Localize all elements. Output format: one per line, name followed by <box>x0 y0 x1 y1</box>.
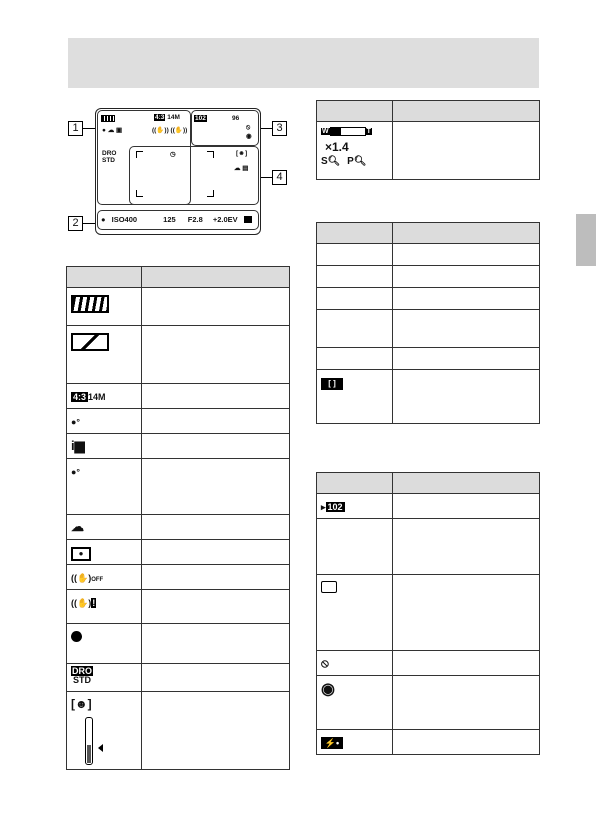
zoom-table-header-indication <box>393 101 540 122</box>
table-row <box>67 692 290 770</box>
left-icon-table <box>66 266 290 770</box>
chapter-side-tab <box>576 214 596 266</box>
s-zoom-magnifier-icon: 🔍︎ <box>327 156 341 167</box>
callout-4: 4 <box>272 170 287 185</box>
table-row <box>67 590 290 624</box>
metering-mode-icon: ● <box>71 547 91 561</box>
recording-folder-icon: ▸ 102 <box>321 502 343 512</box>
zoom-table <box>316 100 540 180</box>
table-row <box>317 244 540 266</box>
af-range-finder-icon: [ ] <box>321 378 343 390</box>
table-row <box>67 664 290 692</box>
table-row <box>317 370 540 424</box>
battery-small-icon <box>244 216 252 223</box>
internal-memory-icon <box>321 581 337 593</box>
sensitivity-bar <box>85 717 93 765</box>
camera-shake-warning-icon: ((✋)! <box>71 598 96 608</box>
battery-remaining-icon <box>71 295 109 313</box>
table-row <box>67 515 290 540</box>
section-header-band <box>68 38 539 88</box>
scene-icons: ● ☁ ▣ <box>102 127 123 134</box>
callout-3: 3 <box>272 121 287 136</box>
self-timer-icon <box>71 631 82 642</box>
table-row <box>67 624 290 664</box>
table-row <box>67 288 290 326</box>
table-row <box>67 326 290 384</box>
zoom-scale-bar: W T <box>322 128 371 135</box>
flash-off-icon: ⦸ <box>321 656 329 670</box>
right-table-header-display <box>317 473 393 494</box>
battery-low-icon <box>71 333 109 351</box>
bottom-info-row: ● ISO400 125 F2.8 +2.0EV <box>101 215 238 224</box>
scene-cloud-icon: ☁ <box>71 519 84 534</box>
table-row <box>317 676 540 730</box>
table-row <box>67 565 290 590</box>
battery-icon <box>101 115 115 122</box>
smile-shutter-icon: ●° <box>71 417 81 427</box>
focus-table-header-indication <box>393 223 540 244</box>
focus-table <box>316 222 540 424</box>
table-row <box>67 540 290 565</box>
callout-2: 2 <box>68 216 83 231</box>
self-timer-screen-icon: ◷ <box>170 151 176 158</box>
table-row <box>317 288 540 310</box>
zoom-type-icons: S🔍︎ P🔍︎ <box>321 156 367 167</box>
table-row <box>67 409 290 434</box>
cloud-screen-icon: ☁ ▤ <box>234 165 249 172</box>
left-table-header-display <box>67 267 142 288</box>
right-table-header-indication <box>393 473 540 494</box>
table-row <box>67 434 290 459</box>
zoom-table-header-display <box>317 101 393 122</box>
folder-screen-label: 102 <box>195 115 206 122</box>
smile-screen-icon: [☻] <box>236 150 248 157</box>
table-row <box>317 519 540 575</box>
dro-icon: DRO STD <box>72 666 92 685</box>
table-row <box>317 575 540 651</box>
focus-table-header-display <box>317 223 393 244</box>
smile-detection-sensitivity-icon: [☻] <box>71 697 92 711</box>
scene-recognition-icon: ●° <box>71 467 81 477</box>
table-row <box>317 730 540 755</box>
table-row <box>317 122 540 180</box>
intelligent-auto-icon: i▆ <box>71 438 85 453</box>
table-row <box>317 494 540 519</box>
table-row <box>317 266 540 288</box>
dro-screen-label: DRO STD <box>102 150 117 164</box>
left-table-header-indication <box>142 267 290 288</box>
zoom-value: ×1.4 <box>325 140 349 154</box>
image-size-label: 4:3 14M <box>155 114 180 121</box>
table-row <box>317 651 540 676</box>
steadyshot-icons: ((✋)) ((✋)) <box>152 127 188 134</box>
remaining-count: 96 <box>232 115 240 122</box>
table-row <box>317 348 540 370</box>
table-row <box>67 384 290 409</box>
table-row <box>67 459 290 515</box>
p-zoom-magnifier-icon: 🔍︎ <box>353 156 367 167</box>
screen-diagram <box>66 106 292 236</box>
flash-screen-icons: ⦸ ◉ <box>246 124 252 140</box>
table-row <box>317 310 540 348</box>
red-eye-reduction-icon: ◉ <box>321 681 335 698</box>
flash-charging-icon: ⚡• <box>321 737 343 749</box>
callout-1: 1 <box>68 121 83 136</box>
image-size-4-3-icon: 4:3 14M <box>73 392 106 402</box>
steadyshot-off-icon: ((✋)OFF <box>71 573 104 583</box>
right-icon-table <box>316 472 540 755</box>
